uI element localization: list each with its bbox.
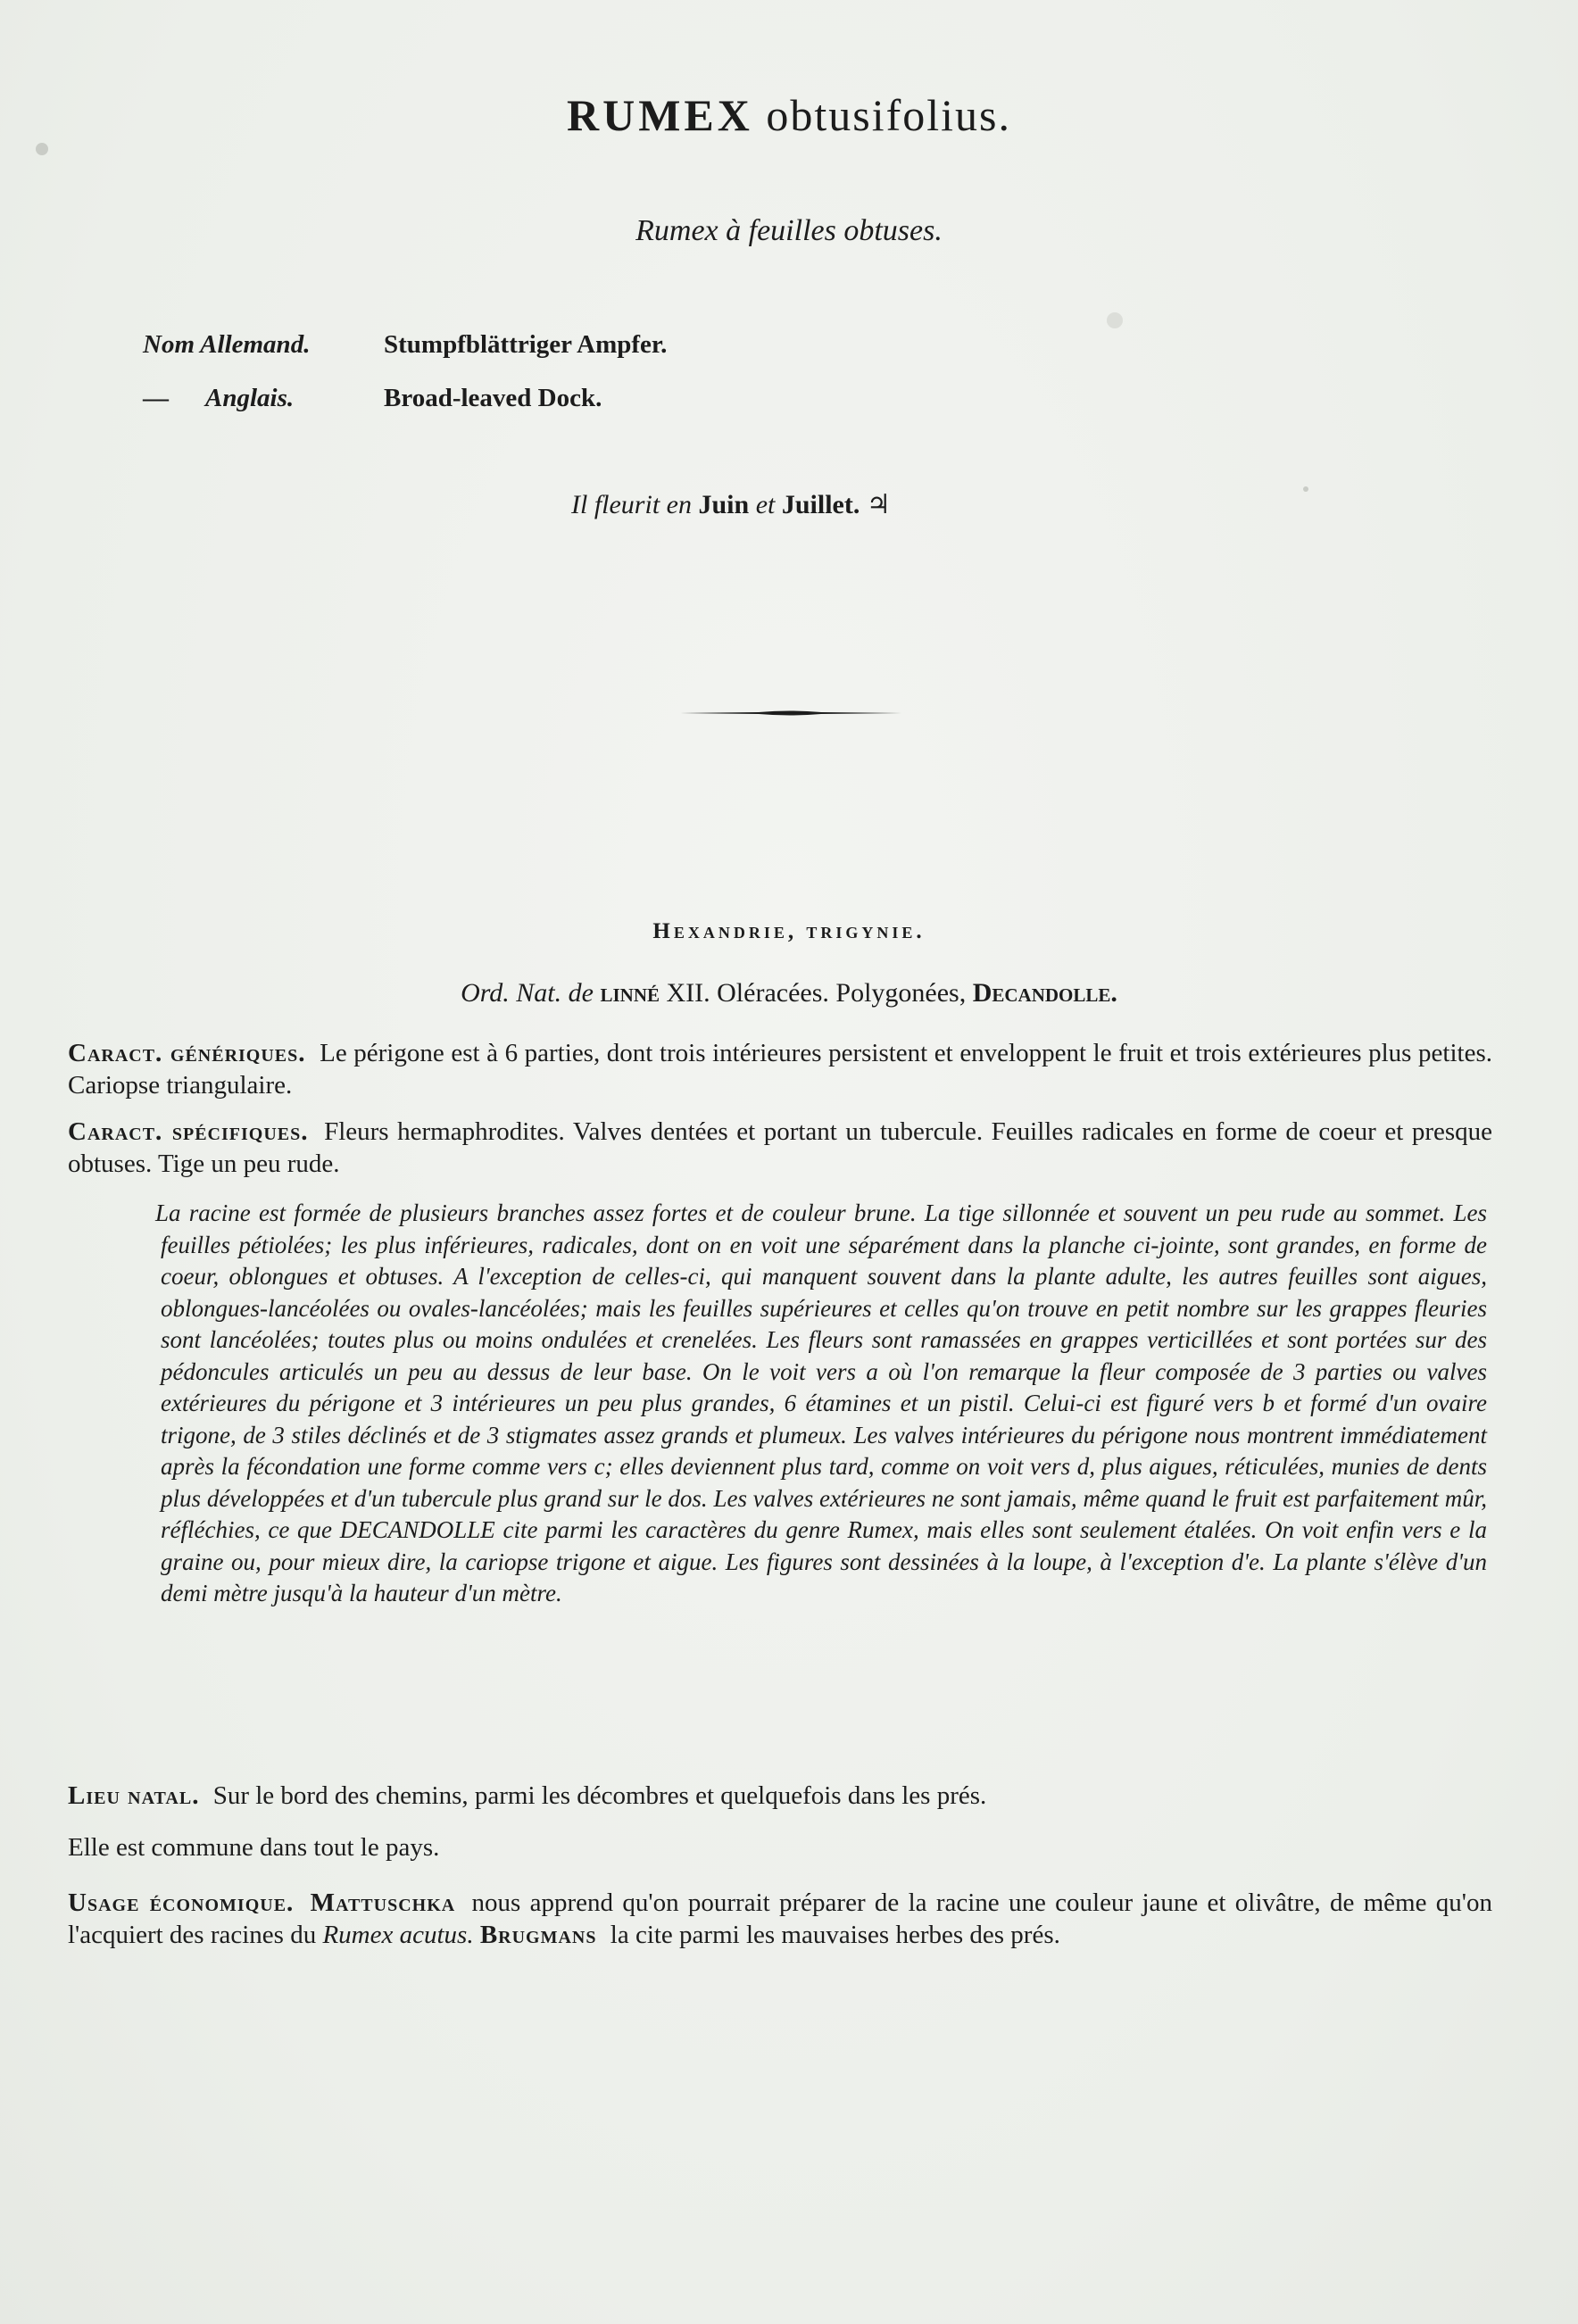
- class-heading: Hexandrie, trigynie.: [652, 919, 926, 943]
- usage-species: Rumex acutus.: [322, 1921, 474, 1949]
- usage-author-2: Brugmans: [479, 1921, 597, 1949]
- month-june: Juin: [698, 490, 750, 519]
- specific-text: Fleurs hermaphrodites. Valves dentées et portant un tubercule. Feuilles radicales en forme de coeur et presque obtuses. Tige un peu rude.: [68, 1117, 1493, 1178]
- description-paragraph: [155, 1198, 1487, 1610]
- german-label: Nom Allemand.: [143, 330, 311, 359]
- habitat-line: [68, 1780, 1492, 1812]
- order-prefix: Ord. Nat.: [461, 978, 562, 1008]
- specific-heading: Caract. spécifiques.: [68, 1117, 309, 1146]
- ornamental-rule: [678, 710, 901, 717]
- french-name: Rumex à feuilles obtuses.: [635, 214, 943, 247]
- description-text: La racine est formée de plusieurs branches assez fortes et de couleur brune. La tige sillonnée et souvent un peu rude au sommet. Les feuilles pétiolées; les plus inférieures, radicales, dont on en voit une séparément dans la planche ci-jointe, sont grandes, en forme de coeur, oblongues et obtuses. A l'exception de celles-ci, qui manquent souvent dans la plante adulte, les autres feuilles sont aigues, oblongues-lancéolées ou ovales-lancéolées; mais les feuilles supérieures et celles qu'on trouve en petit nombre sur les grappes fleuries sont lancéolées; toutes plus ou moins ondulées et crenelées. Les fleurs sont ramassées en grappes verticillées et sont portées sur des pédoncules articulés un peu au dessus de leur base. On le voit vers a où l'on remarque la fleur composée de 3 parties ou valves extérieures du périgone et 3 intérieures un peu plus grandes, 6 étamines et un pistil. Celui-ci est figuré vers b et formé d'un ovaire trigone, de 3 stiles déclinés et de 3 stigmates assez grands et plumeux. Les valves intérieures du périgone nous montrent immédiatement après la fécondation une forme comme vers c; elles deviennent plus tard, comme on voit vers d, plus aigues, réticulées, munies de dents plus développées et d'un tubercule plus grand sur le dos. Les valves extérieures ne sont jamais, même quand le fruit est parfaitement mûr, réfléchies, ce que DECANDOLLE cite parmi les caractères du genre Rumex, mais elles sont seulement étalées. On voit enfin vers e la graine ou, pour mieux dire, la cariopse trigone et aigue. Les figures sont dessinées à la loupe, à l'exception d'e. La plante s'élève d'un demi mètre jusqu'à la hauteur d'un mètre.: [155, 1199, 1487, 1606]
- month-july: Juillet.: [781, 490, 860, 519]
- order-line: [0, 978, 1578, 1008]
- flowering-prefix: Il fleurit en: [571, 490, 692, 519]
- order-de: de: [568, 978, 594, 1008]
- linne-name: linné: [600, 978, 660, 1008]
- generic-characters: [68, 1037, 1492, 1101]
- specific-characters: [68, 1116, 1492, 1180]
- english-name-row: [143, 384, 667, 437]
- habitat-heading: Lieu natal.: [68, 1781, 200, 1810]
- usage-text-1: nous apprend qu'on pourrait préparer de la racine une couleur jaune et olivâtre, de même qu'on l'acquiert des racines du: [68, 1888, 1493, 1949]
- ditto-dash: —: [143, 384, 169, 412]
- generic-text: Le périgone est à 6 parties, dont trois intérieures persistent et enveloppent le fruit et trois extérieures plus petites. Cariopse triangulaire.: [68, 1039, 1492, 1100]
- species-name: obtusifolius.: [766, 90, 1011, 140]
- genus-name: RUMEX: [566, 90, 753, 140]
- habitat-text: Sur le bord des chemins, parmi les décombres et quelquefois dans les prés.: [212, 1781, 987, 1810]
- usage-paragraph: [68, 1887, 1492, 1951]
- paper-speck: [36, 143, 48, 155]
- decandolle-name: Decandolle.: [972, 978, 1117, 1008]
- common-names: [143, 330, 667, 437]
- flowering-line: [571, 489, 891, 520]
- flowering-conj: et: [755, 490, 776, 519]
- order-text: XII. Oléracées. Polygonées,: [666, 978, 967, 1008]
- paper-speck: [1107, 312, 1123, 328]
- english-value: Broad-leaved Dock.: [384, 384, 602, 412]
- page-title: [0, 89, 1578, 141]
- usage-heading: Usage économique.: [68, 1888, 295, 1917]
- paper-speck: [1303, 486, 1308, 492]
- frequency-line: Elle est commune dans tout le pays.: [68, 1833, 440, 1862]
- german-name-row: [143, 330, 667, 384]
- english-label: Anglais.: [205, 384, 295, 412]
- usage-text-2: la cite parmi les mauvaises herbes des prés.: [610, 1921, 1060, 1949]
- generic-heading: Caract. génériques.: [68, 1039, 306, 1067]
- usage-author: Mattuschka: [310, 1888, 456, 1917]
- german-value: Stumpfblättriger Ampfer.: [384, 330, 668, 359]
- perennial-symbol-icon: ♃: [866, 490, 891, 519]
